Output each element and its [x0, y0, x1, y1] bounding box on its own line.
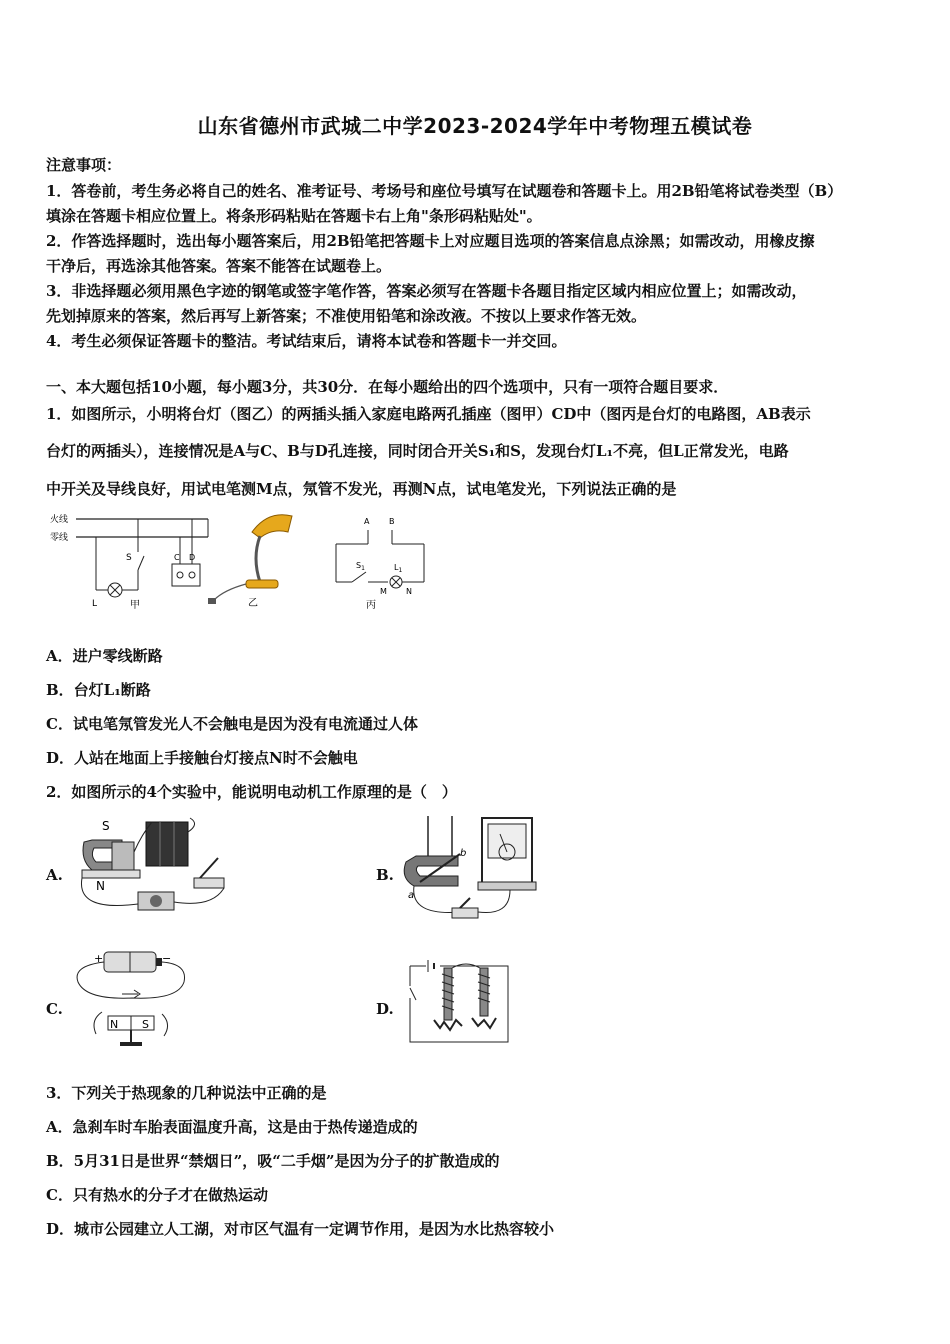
battery-minus-label: −	[162, 952, 172, 965]
notice-line: 4．考生必须保证答题卡的整洁。考试结束后，请将本试卷和答题卡一并交回。	[46, 332, 567, 350]
magnet-s-label: S	[102, 819, 110, 833]
question-2-option-d-label[interactable]: D.	[376, 1000, 394, 1018]
question-2-option-a-label[interactable]: A.	[46, 866, 63, 884]
notice-line: 干净后，再选涂其他答案。答案不能答在试题卷上。	[46, 257, 392, 275]
question-1-stem-line: 1．如图所示，小明将台灯（图乙）的两插头插入家庭电路两孔插座（图甲）CD中（图丙是台灯的电路图，AB表示	[46, 405, 811, 423]
rod-a-label: a	[408, 890, 415, 901]
lamp-l1-label: $L_1$	[394, 563, 403, 574]
question-2-option-b-label[interactable]: B.	[376, 866, 394, 884]
switch-s1-label: $S_1$	[356, 561, 365, 572]
lamp-l-label: L	[92, 599, 98, 609]
notice-line: 1．答卷前，考生务必将自己的姓名、准考证号、考场号和座位号填写在试题卷和答题卡上。用2B铅笔将试卷类型（B）	[46, 182, 843, 200]
figure-bing-label: 丙	[366, 600, 376, 611]
figure-yi-label: 乙	[248, 598, 258, 609]
question-1-stem-line: 中开关及导线良好，用试电笔测M点，氖管不发光，再测N点，试电笔发光，下列说法正确的是	[46, 480, 677, 498]
plug-b-label: B	[389, 517, 395, 526]
page-title: 山东省德州市武城二中学2023-2024学年中考物理五模试卷	[197, 114, 753, 138]
question-2-option-c-label[interactable]: C.	[46, 1000, 63, 1018]
question-1-figure	[46, 508, 436, 616]
point-n-label: N	[406, 587, 412, 596]
rod-b-label: b	[460, 848, 467, 859]
plug-a-label: A	[364, 517, 370, 526]
question-1-option-c[interactable]: C．试电笔氖管发光人不会触电是因为没有电流通过人体	[46, 715, 418, 733]
socket-d-label: D	[189, 553, 196, 562]
question-3-stem: 3．下列关于热现象的几种说法中正确的是	[46, 1084, 327, 1102]
compass-n-label: N	[110, 1018, 119, 1031]
question-1-option-d[interactable]: D．人站在地面上手接触台灯接点N时不会触电	[46, 749, 358, 767]
question-1-option-b[interactable]: B．台灯L₁断路	[46, 681, 151, 699]
question-2-stem: 2．如图所示的4个实验中，能说明电动机工作原理的是（ ）	[46, 783, 457, 801]
magnet-n-label: N	[96, 879, 105, 893]
switch-s-label: S	[126, 553, 132, 563]
question-3-option-a[interactable]: A．急刹车时车胎表面温度升高，这是由于热传递造成的	[46, 1118, 418, 1136]
battery-plus-label: +	[94, 952, 104, 965]
notice-line: 2．作答选择题时，选出每小题答案后，用2B铅笔把答题卡上对应题目选项的答案信息点涂黑；如需改动，用橡皮擦	[46, 232, 815, 250]
question-1-option-a[interactable]: A．进户零线断路	[46, 647, 163, 665]
socket-c-label: C	[174, 553, 180, 562]
neutral-wire-label: 零线	[50, 533, 69, 543]
notice-line: 填涂在答题卡相应位置上。将条形码粘贴在答题卡右上角"条形码粘贴处"。	[46, 207, 542, 225]
notice-line: 3．非选择题必须用黑色字迹的钢笔或签字笔作答，答案必须写在答题卡各题目指定区域内相应位置上；如需改动，	[46, 282, 807, 300]
live-wire-label: 火线	[50, 515, 69, 525]
figure-jia-label: 甲	[130, 600, 140, 611]
question-2-figure-a[interactable]	[72, 812, 232, 924]
question-1-stem-line: 台灯的两插头），连接情况是A与C、B与D孔连接，同时闭合开关S₁和S，发现台灯L₁不亮，但L正常发光，电路	[46, 442, 789, 460]
question-2-figure-c[interactable]	[72, 942, 192, 1048]
notice-heading: 注意事项：	[46, 156, 122, 174]
section-heading: 一、本大题包括10小题，每小题3分，共30分．在每小题给出的四个选项中，只有一项符合题目要求．	[46, 378, 729, 396]
question-2-figure-d[interactable]	[404, 958, 514, 1046]
notice-line: 先划掉原来的答案，然后再写上新答案；不准使用铅笔和涂改液。不按以上要求作答无效。	[46, 307, 647, 325]
compass-s-label: S	[142, 1018, 149, 1031]
question-3-option-b[interactable]: B．5月31日是世界“禁烟日”，吸“二手烟”是因为分子的扩散造成的	[46, 1152, 500, 1170]
question-3-option-d[interactable]: D．城市公园建立人工湖，对市区气温有一定调节作用，是因为水比热容较小	[46, 1220, 555, 1238]
question-3-option-c[interactable]: C．只有热水的分子才在做热运动	[46, 1186, 268, 1204]
question-2-figure-b[interactable]	[400, 812, 540, 930]
point-m-label: M	[380, 587, 387, 596]
